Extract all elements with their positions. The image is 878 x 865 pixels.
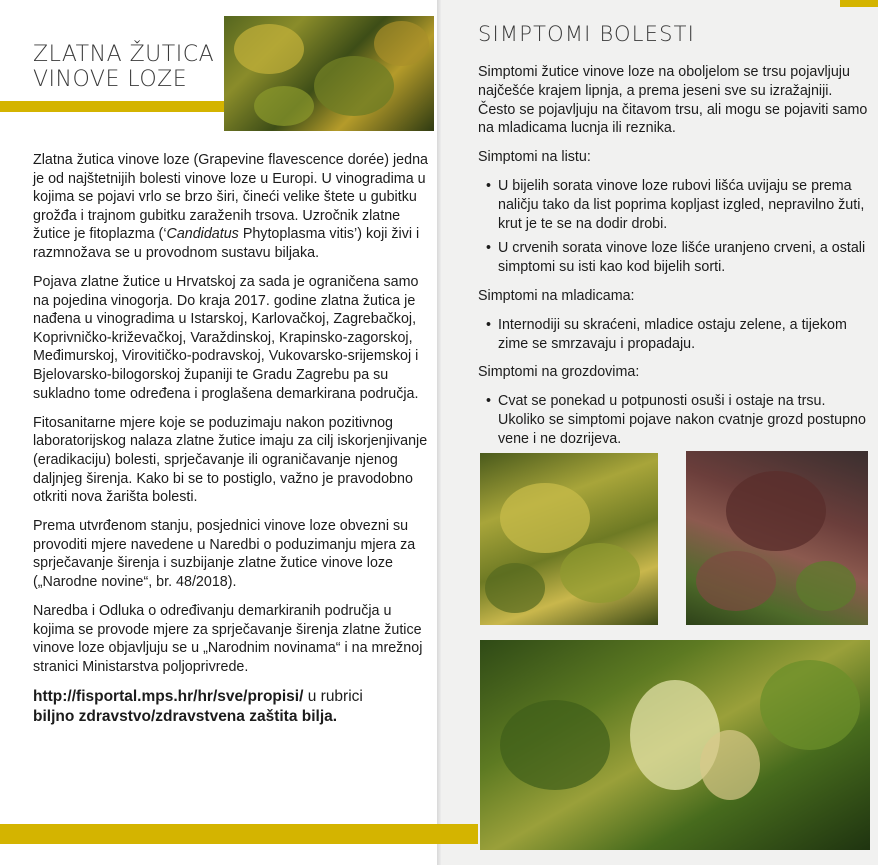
portal-link[interactable]: http://fisportal.mps.hr/hr/sve/propisi/	[33, 687, 304, 705]
grape-symptoms-list	[478, 392, 873, 448]
corner-accent-bar	[840, 0, 878, 7]
list-item: • Cvat se ponekad u potpunosti osuši i ostaje na trsu. Ukoliko se simptomi pojave nakon cvatnje grozd postupno vene i ne dozrijeva.	[486, 392, 873, 448]
bottom-accent-bar	[0, 824, 478, 844]
title-accent-bar	[0, 101, 257, 112]
list-item: • U crvenih sorata vinove loze lišće uranjeno crveni, a ostali simptomi su isti kao kod bijelih sorti.	[486, 239, 873, 277]
shoot-symptoms-list	[478, 316, 873, 354]
portal-reference: http://fisportal.mps.hr/hr/sve/propisi/ u rubrici biljno zdravstvo/zdravstvena zaštita bilja.	[33, 687, 363, 725]
portal-section: biljno zdravstvo/zdravstvena zaštita bilja.	[33, 707, 338, 725]
leaf-symptoms-list	[478, 177, 873, 277]
page-fold	[437, 0, 441, 865]
left-body-text	[33, 151, 433, 727]
white-variety-leaf-photo	[480, 453, 658, 625]
page-title	[33, 42, 223, 92]
title-line-2: VINOVE LOZE	[33, 67, 188, 92]
leaf-symptoms-title: Simptomi na listu:	[478, 149, 591, 166]
list-item: • Internodiji su skraćeni, mladice ostaju zelene, a tijekom zime se smrzavaju i propadaju.	[486, 316, 873, 354]
grape-symptoms-title: Simptomi na grozdovima:	[478, 364, 640, 381]
symptoms-heading: SIMPTOMI BOLESTI	[478, 22, 696, 46]
list-item: • U bijelih sorata vinove loze rubovi lišća uvijaju se prema naličju tako da list poprima kopljast izgled, nepravilno žuti, krut je te se na dodir drobi.	[486, 177, 873, 233]
symptoms-body	[478, 63, 873, 459]
shoot-symptoms-title: Simptomi na mladicama:	[478, 287, 635, 304]
title-line-1: ZLATNA ŽUTICA	[33, 42, 215, 67]
grape-cluster-photo	[480, 640, 870, 850]
red-variety-leaf-photo	[686, 451, 868, 625]
paragraph-publication: Naredba i Odluka o određivanju demarkiranih područja u kojima se provode mjere za sprječavanje širenja zlatne žutice vinove loze objavljuju se u „Narodnim novinama“ i na mrežnoj stranici Ministarstva poljoprivrede.	[33, 603, 423, 675]
symptoms-intro: Simptomi žutice vinove loze na oboljelom se trsu pojavljuju najčešće krajem lipnja, a prema jeseni sve su izražajniji. Često se pojavljuju na čitavom trsu, ali mogu se pojaviti samo na mladicama lucnja ili reznika.	[478, 64, 868, 137]
paragraph-measures: Fitosanitarne mjere koje se poduzimaju nakon pozitivnog laboratorijskog nalaza zlatne žutice imaju za cilj iskorjenjivanje (eradikaciju) bolesti, sprječavanje ili ograničavanje njenog daljnjeg širenja. Kako bi se to postiglo, važno je pravodobno otkriti nova žarišta bolesti.	[33, 414, 428, 506]
paragraph-obligations: Prema utvrđenom stanju, posjednici vinove loze obvezni su provoditi mjere navedene u Naredbi o poduzimanju mjera za sprječavanje širenja i suzbijanje zlatne žutice vinove loze („Narodne novine“, br. 48/2018).	[33, 518, 416, 590]
paragraph-croatia: Pojava zlatne žutice u Hrvatskoj za sada je ograničena samo na pojedina vinogorja. Do kraja 2017. godine zlatna žutica je nađena u vinogradima u Istarskoj, Karlovačkoj, Zagrebačkoj, Koprivničko-križevačkoj, Varaždinskoj, Krapinsko-zagorskoj, Međimurskoj, Virovitičko-podravskoj, Vukovarsko-srijemskoj i Bjelovarsko-bilogorskoj županiji te Gradu Zagrebu pa su sukladno tome određena i proglašena demarkirana područja.	[33, 274, 419, 402]
paragraph-intro: Zlatna žutica vinove loze (Grapevine flavescence dorée) jedna je od najštetnijih bolesti vinove loze u Europi. U vinogradima u kojima se pojavi vrlo se brzo širi, čineći velike štete u gubitku grožđa i trajnom gubitku zaraženih trsova. Uzročnik zlatne žutice je fitoplazma (‘Candidatus Phytoplasma vitis’) koji živi i razmnožava se u provodnom sustavu biljaka.	[33, 152, 428, 261]
yellowed-leaves-photo	[224, 16, 434, 131]
